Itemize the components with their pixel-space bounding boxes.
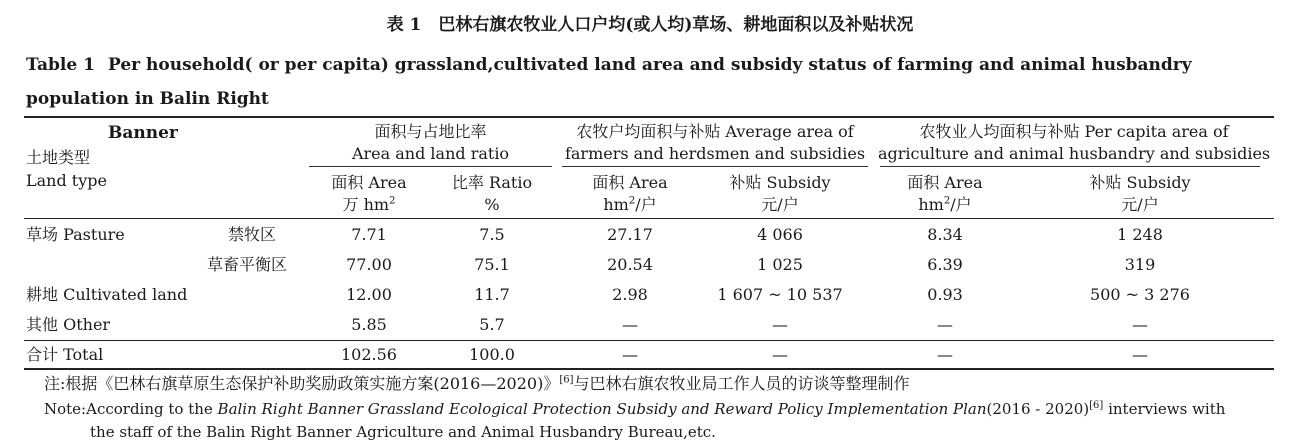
table-number: Table 1 (26, 55, 95, 75)
table-row-3-area: 5.85 (351, 315, 387, 334)
group1-title-en: Area and land ratio (351, 144, 510, 163)
table-total-type: 合计 Total (26, 345, 104, 364)
table-total-pc-subsidy: — (1132, 345, 1148, 364)
table-title-line1: Per household( or per capita) grassland,cultivated land area and subsidy status of farming and animal husbandry population in Balin Right (26, 55, 1192, 109)
note-en-line2: the staff of the Balin Right Banner Agriculture and Animal Husbandry Bureau,etc. (90, 423, 716, 441)
table-title-cn: 表 1 巴林右旗农牧业人口户均(或人均)草场、耕地面积以及补贴状况 (386, 15, 914, 35)
table-total-area: 102.56 (341, 345, 397, 364)
group2-title-line1: 农牧户均面积与补贴 Average area of (576, 122, 854, 141)
col-area-unit: 万 $hm^2$ (342, 195, 396, 214)
table-row-3-pc-area: — (937, 315, 953, 334)
table-row-0-area: 7.71 (351, 225, 387, 244)
group2-title-line2: farmers and herdsmen and subsidies (564, 144, 866, 163)
col-hh-subsidy-label: 补贴 Subsidy (729, 173, 831, 192)
table-row-3-hh-subsidy: — (772, 315, 788, 334)
group3-title-line2: agriculture and animal husbandry and subsidies (878, 144, 1271, 163)
table-total-hh-subsidy: — (772, 345, 788, 364)
table-row-0-type: 草场 Pasture (26, 225, 125, 244)
col-hh-area-unit: $hm^2/$户 (603, 195, 657, 214)
table-row-2-area: 12.00 (346, 285, 392, 304)
col-hh-area-label: 面积 Area (592, 173, 668, 192)
col-area-label: 面积 Area (331, 173, 407, 192)
table-row-0-pc-area: 8.34 (927, 225, 963, 244)
table-row-1-hh-area: 20.54 (607, 255, 653, 274)
table-row-0-sub: 禁牧区 (228, 225, 277, 244)
table-row-3-hh-area: — (622, 315, 638, 334)
header-land-type-en: Land type (26, 171, 107, 190)
table-row-1-pc-subsidy: 319 (1124, 255, 1156, 274)
group3-underline (880, 166, 1260, 167)
col-pc-area-label: 面积 Area (907, 173, 983, 192)
group2-underline (562, 166, 868, 167)
table-row-2-type: 耕地 Cultivated land (26, 285, 188, 304)
col-pc-subsidy-label: 补贴 Subsidy (1089, 173, 1191, 192)
col-ratio-unit: % (484, 195, 500, 214)
table-row-3-ratio: 5.7 (479, 315, 505, 334)
group1-underline (309, 166, 552, 167)
col-pc-subsidy-header (1065, 172, 1215, 216)
table-total-hh-area: — (622, 345, 638, 364)
note-en: Note:According to the Balin Right Banner Grassland Ecological Protection Subsidy and Reward Policy Implementation Plan(2016 - 2020)[6] interviews with (44, 400, 1226, 418)
header-land-type-cn: 土地类型 (26, 148, 91, 167)
group1-title-cn: 面积与占地比率 (374, 122, 487, 141)
col-hh-subsidy-header (705, 172, 855, 216)
table-row-0-pc-subsidy: 1 248 (1117, 225, 1163, 244)
bottom-rule (24, 368, 1274, 370)
table-row-2-pc-area: 0.93 (927, 285, 963, 304)
col-ratio-label: 比率 Ratio (451, 173, 533, 192)
table-row-1-area: 77.00 (346, 255, 392, 274)
table-row-3-pc-subsidy: — (1132, 315, 1148, 334)
table-row-3-type: 其他 Other (26, 315, 111, 334)
col-area-header (309, 172, 429, 216)
table-row-1-sub: 草畜平衡区 (207, 255, 288, 274)
table-title-line2: Banner (108, 123, 178, 143)
table-row-0-hh-area: 27.17 (607, 225, 653, 244)
note-cn: 注:根据《巴林右旗草原生态保护补助奖励政策实施方案(2016—2020)》[6]与巴林右旗农牧业局工作人员的访谈等整理制作 (44, 374, 910, 393)
table-row-1-hh-subsidy: 1 025 (757, 255, 803, 274)
table-total-pc-area: — (937, 345, 953, 364)
table-row-1-pc-area: 6.39 (927, 255, 963, 274)
col-pc-area-unit: $hm^2/$户 (918, 195, 972, 214)
table-row-0-ratio: 7.5 (479, 225, 505, 244)
table-row-2-pc-subsidy: 500 ~ 3 276 (1090, 285, 1190, 304)
col-ratio-header (432, 172, 552, 216)
col-hh-subsidy-unit: 元/户 (761, 195, 799, 214)
table-row-2-hh-subsidy: 1 607 ~ 10 537 (717, 285, 843, 304)
table-row-2-hh-area: 2.98 (612, 285, 648, 304)
table-row-2-ratio: 11.7 (474, 285, 510, 304)
header-rule (24, 218, 1274, 219)
table-total-ratio: 100.0 (469, 345, 515, 364)
table-row-0-hh-subsidy: 4 066 (757, 225, 803, 244)
top-rule (24, 116, 1274, 118)
col-pc-subsidy-unit: 元/户 (1121, 195, 1159, 214)
col-pc-area-header (875, 172, 1015, 216)
table-row-1-ratio: 75.1 (474, 255, 510, 274)
group3-title-line1: 农牧业人均面积与补贴 Per capita area of (919, 122, 1229, 141)
total-rule (24, 340, 1274, 341)
col-hh-area-header (560, 172, 700, 216)
